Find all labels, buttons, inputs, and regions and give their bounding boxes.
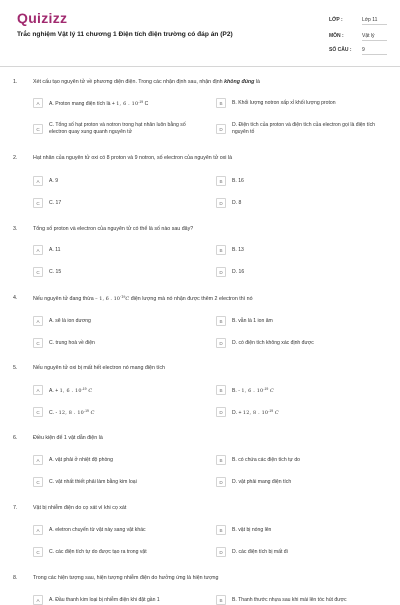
question-number: 2. [13,155,18,161]
option-letter: D [216,407,226,417]
option-letter: D [216,267,226,277]
option-letter: A [33,385,43,395]
math-unit: C [88,409,95,416]
option-text-part: B. - [232,387,242,394]
math-exponent: -19 [263,386,269,391]
option-text: C. trung hoà về điện [49,339,95,346]
option-letter: C [33,338,43,348]
option-text: B. 13 [232,246,244,253]
quizizz-logo: Quizizz [17,10,68,26]
math-exponent: -19 [81,386,87,391]
option-text: C. 15 [49,268,62,275]
question-number: 6. [13,435,18,441]
option-letter: A [33,455,43,465]
question-text-part: Xét cấu tạo nguyên tử về phương diện điện. Trong các nhận định sau, nhận định [33,79,225,85]
option-text: C. vật nhất thiết phải làm bằng kim loại [49,478,137,485]
question-text: Vật bị nhiễm điện do cọ xát vì khi cọ xát [33,505,127,511]
question-text-part: Nếu nguyên tử đang thừa [33,296,96,302]
math-unit: C [125,296,130,302]
option-text: B. Khối lượng notron xấp xỉ khối lượng proton [232,99,336,106]
option-letter: A [33,525,43,535]
question-text: Nếu nguyên tử oxi bị mất hết electron nó mang điện tích [33,365,165,371]
option-letter: C [33,267,43,277]
option-text [49,387,92,394]
question-number: 1. [13,79,18,85]
option-text: B. có chứa các điện tích tự do [232,456,300,463]
question-text: Điều kiện để 1 vật dẫn điện là [33,435,103,441]
question-text [33,295,388,302]
option-letter: B [216,316,226,326]
option-text: C. 17 [49,199,62,206]
question-number: 5. [13,365,18,371]
math-exponent: -19 [119,295,126,299]
option-text: B. vẫn là 1 ion âm [232,317,273,324]
option-letter: C [33,407,43,417]
option-text: D. vật phải mang điện tích [232,478,292,485]
option-text: C. Tổng số hạt proton và notron trong hạt nhân luôn bằng số electron quay xung quanh nguyên tử [49,122,186,135]
option-letter: D [216,198,226,208]
option-letter: A [33,595,43,605]
option-text: B. 16 [232,177,244,184]
option-text [49,100,148,107]
option-letter: C [33,477,43,487]
option-letter: A [33,245,43,255]
question-count-label: SỐ CÂU : [329,47,352,53]
math-expression: 1, 6 . 10 [59,387,82,394]
option-letter: A [33,316,43,326]
question-text: Trong các hiện tượng sau, hiện tượng nhiễm điện do hưởng ứng là hiện tượng [33,575,219,581]
option-text: D. các điện tích bị mất đi [232,548,288,555]
option-text [232,387,274,394]
option-letter: B [216,176,226,186]
option-text [49,409,95,416]
option-text: D. có điện tích không xác định được [232,339,314,346]
question-count-value: 9 [362,47,387,55]
option-text-part: A. + [49,387,60,394]
option-text [232,409,279,416]
option-text-part: C. - [49,409,59,416]
class-label: LỚP : [329,17,343,23]
question-number: 4. [13,295,18,301]
option-letter: D [216,477,226,487]
option-letter: D [216,338,226,348]
option-letter: B [216,525,226,535]
option-letter: B [216,385,226,395]
option-letter: B [216,595,226,605]
math-expression: 1, 6 . 10 [116,100,139,107]
class-value: Lớp 11 [362,17,387,25]
option-letter: C [33,124,43,134]
option-text: A. 9 [49,177,59,184]
question-text-part: là [254,79,261,85]
question-text: Tổng số proton và electron của nguyên tử có thể là số nào sau đây? [33,226,194,232]
page-title: Trắc nghiệm Vật lý 11 chương 1 Điện tích điện trường có đáp án (P2) [17,31,233,38]
question-text [33,79,388,85]
option-letter: B [216,455,226,465]
option-text-part: D. + [232,409,243,416]
header-divider [0,66,400,67]
math-expression: 12, 8 . 10 [58,409,84,416]
option-text-part: C [143,100,149,107]
option-text: A. sẽ là ion dương [49,317,91,324]
option-letter: C [33,547,43,557]
math-exponent: -19 [268,408,274,413]
option-letter: D [216,547,226,557]
option-text: D. 16 [232,268,245,275]
option-text: A. 11 [49,246,61,253]
question-number: 7. [13,505,18,511]
option-text: D. Điện tích của proton và điện tích của electron gọi là điện tích nguyên tố [232,122,375,135]
option-letter: B [216,98,226,108]
option-letter: D [216,124,226,134]
option-text: A. Đầu thanh kim loại bị nhiễm điện khi đặt gần 1 [49,596,160,603]
math-unit: C [268,387,274,394]
question-emphasis: không đúng [224,79,255,85]
option-text-part: A. Proton mang điện tích là + [49,100,117,107]
option-text: B. Thanh thước nhựa sau khi mài lên tóc hút được [232,596,347,603]
math-expression: 12, 8 . 10 [242,409,269,416]
option-text: C. các điện tích tự do được tạo ra trong vật [49,548,147,555]
worksheet-header [0,0,400,66]
option-text: A. eletron chuyển từ vật này sang vật khác [49,526,146,533]
subject-value: Vật lý [362,33,387,41]
math-expression: 1, 6 . 10 [241,387,264,394]
math-exponent: -19 [138,99,144,104]
option-text: D. 8 [232,199,242,206]
option-letter: C [33,198,43,208]
subject-label: MÔN : [329,33,344,39]
question-text-part: điện lượng mà nó nhận được thêm 2 electron thì nó [129,296,253,302]
option-letter: A [33,176,43,186]
option-letter: A [33,98,43,108]
question-text: Hạt nhân của nguyên tử oxi có 8 proton và 9 notron, số electron của nguyên tử oxi là [33,155,233,161]
question-number: 3. [13,226,18,232]
math-unit: C [86,387,93,394]
option-text: A. vật phải ở nhiệt độ phòng [49,456,113,463]
math-exponent: -19 [83,408,89,413]
option-text: B. vật bị nóng lên [232,526,272,533]
math-unit: C [273,409,279,416]
question-number: 8. [13,575,18,581]
math-expression: – 1, 6 . 10 [95,296,120,302]
option-letter: B [216,245,226,255]
